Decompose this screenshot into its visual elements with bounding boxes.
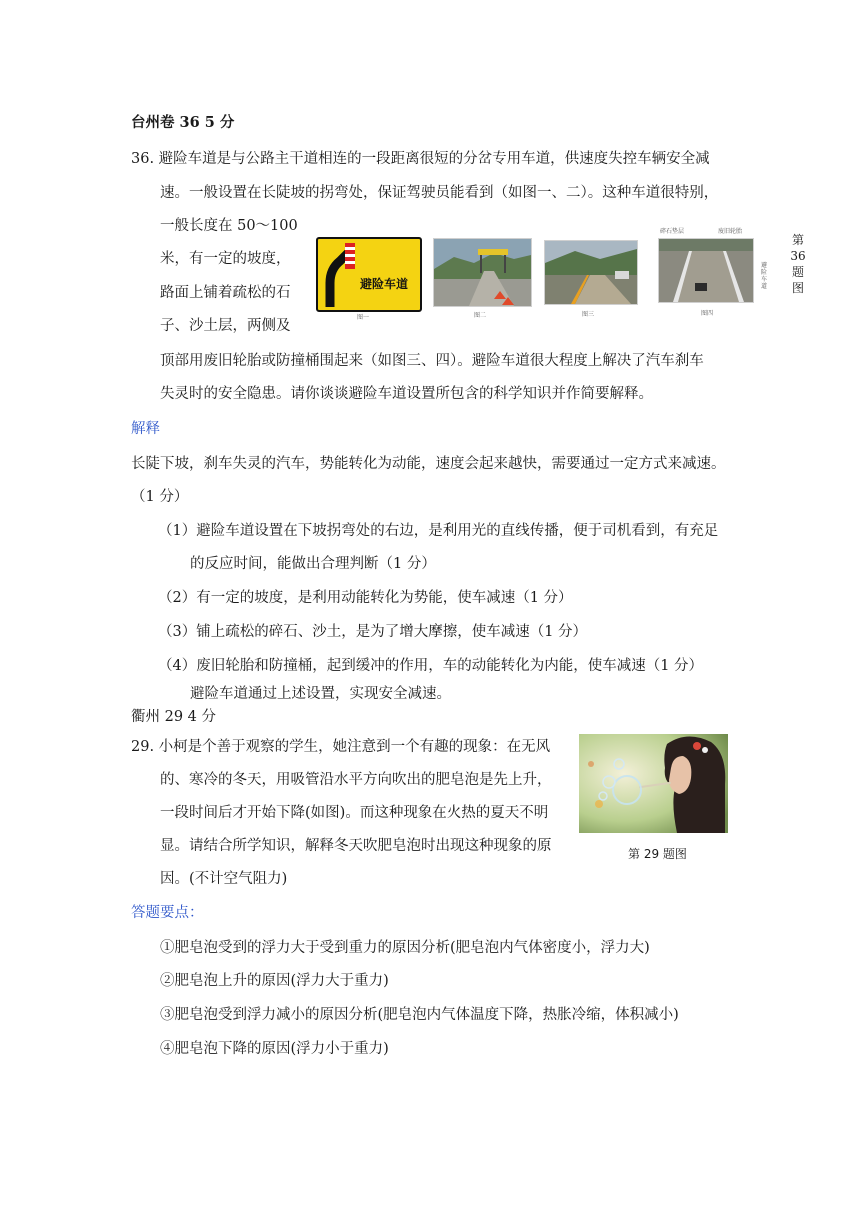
answer-36-point-2: （2）有一定的坡度，是利用动能转化为势能，使车减速（1 分） <box>158 590 573 606</box>
figure-2-escape-lane-photo <box>433 238 532 307</box>
question-36-line-7: 顶部用废旧轮胎或防撞桶围起来（如图三、四）。避险车道很大程度上解决了汽车刹车 <box>160 353 704 369</box>
answer-29-point-4: ④肥皂泡下降的原因(浮力小于重力) <box>160 1041 389 1057</box>
figure-4-label-tires: 废旧轮胎 <box>718 228 743 235</box>
question-36-line-2: 速。一般设置在长陡坡的拐弯处，保证驾驶员能看到（如图一、二）。这种车道很特别， <box>160 185 719 201</box>
answer-36-conclusion: 避险车道通过上述设置，实现安全减速。 <box>190 686 451 702</box>
figure-3-caption: 图三 <box>582 311 595 318</box>
question-36-line-5: 路面上铺着疏松的石 <box>160 285 291 301</box>
section-heading-taizhou: 台州卷 36 5 分 <box>131 114 235 131</box>
figure-3-gravel-lane-photo <box>544 240 638 305</box>
question-36-line-6: 子、沙土层，两侧及 <box>160 318 291 334</box>
question-29-line-1: 29. 小柯是个善于观察的学生，她注意到一个有趣的现象：在无风 <box>131 739 551 755</box>
answer-label-29: 答题要点： <box>131 905 204 921</box>
figure-4-label-gravel: 碎石垫层 <box>660 228 685 235</box>
answer-36-line-2: （1 分） <box>131 489 189 505</box>
answer-36-point-4: （4）废旧轮胎和防撞桶，起到缓冲的作用，车的动能转化为内能，使车减速（1 分） <box>158 658 704 674</box>
answer-29-point-1: ①肥皂泡受到的浮力大于受到重力的原因分析(肥皂泡内气体密度小，浮力大) <box>160 940 650 956</box>
sign-text: 避险车道 <box>360 277 409 291</box>
question-36-line-8: 失灵时的安全隐患。请你谈谈避险车道设置所包含的科学知识并作简要解释。 <box>160 386 653 402</box>
question-29-line-4: 显。请结合所学知识，解释冬天吹肥皂泡时出现这种现象的原 <box>160 838 552 854</box>
answer-36-line-1: 长陡下坡，刹车失灵的汽车，势能转化为动能，速度会起来越快，需要通过一定方式来减速。 <box>131 456 726 472</box>
question-36-figure-side-label: 第 36 题图 <box>790 233 806 295</box>
question-36-line-1: 36. 避险车道是与公路主干道相连的一段距离很短的分岔专用车道，供速度失控车辆安全减 <box>131 151 710 167</box>
figure-1-escape-lane-sign <box>316 237 422 312</box>
figure-4-labeled-lane-photo <box>658 238 754 303</box>
answer-36-point-3: （3）铺上疏松的碎石、沙土，是为了增大摩擦，使车减速（1 分） <box>158 624 588 640</box>
question-36-line-4: 米，有一定的坡度， <box>160 251 291 267</box>
question-29-line-5: 因。(不计空气阻力) <box>160 871 288 887</box>
question-29-line-3: 一段时间后才开始下降(如图)。而这种现象在火热的夏天不明 <box>160 805 549 821</box>
section-heading-quzhou: 衢州 29 4 分 <box>131 709 217 725</box>
answer-36-point-1: （1）避险车道设置在下坡拐弯处的右边，是利用光的直线传播，便于司机看到，有充足 <box>158 523 719 539</box>
question-36-line-3: 一般长度在 50～100 <box>160 218 298 234</box>
figure-29-caption: 第 29 题图 <box>628 847 687 861</box>
answer-36-point-1-cont: 的反应时间，能做出合理判断（1 分） <box>190 556 436 572</box>
question-29-line-2: 的、寒冷的冬天，用吸管沿水平方向吹出的肥皂泡是先上升， <box>160 772 552 788</box>
figure-4-caption: 图四 <box>701 310 714 317</box>
figure-4-label-lane: 避险车道 <box>761 262 768 290</box>
answer-label-36: 解释 <box>131 421 160 437</box>
figure-29-soap-bubble-photo <box>579 734 728 833</box>
figure-2-caption: 图二 <box>474 312 487 319</box>
figure-1-caption: 图一 <box>357 314 370 321</box>
answer-29-point-3: ③肥皂泡受到浮力减小的原因分析(肥皂泡内气体温度下降，热胀冷缩，体积减小) <box>160 1007 679 1023</box>
answer-29-point-2: ②肥皂泡上升的原因(浮力大于重力) <box>160 973 389 989</box>
